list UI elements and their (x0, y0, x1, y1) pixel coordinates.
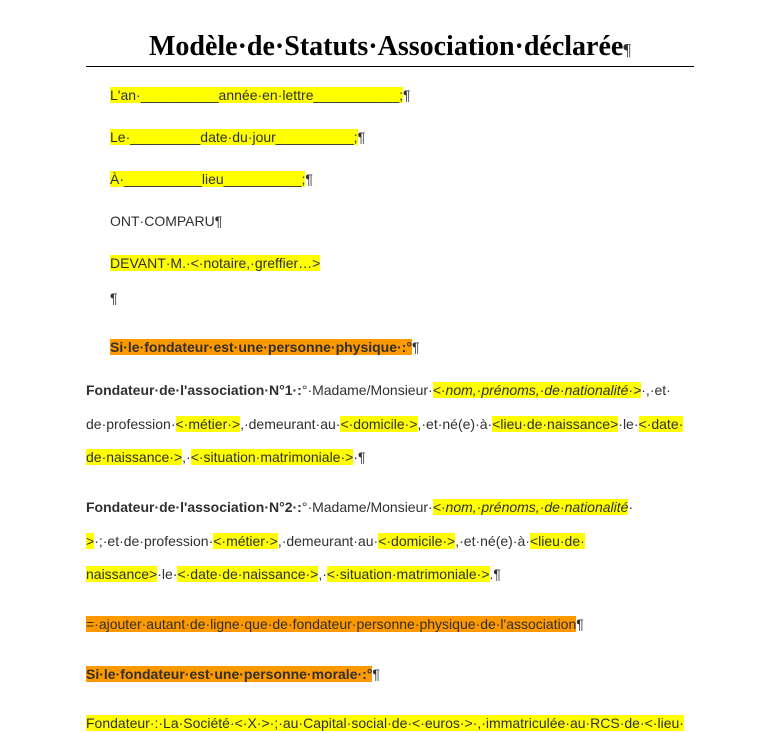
line-le (110, 127, 365, 147)
pilcrow-mark: ¶ (214, 213, 223, 229)
fondateur-1-line-2: de·profession·<·métier·>,·demeurant·au·<·domicile·>,·et·né(e)·à·<lieu·de·naissance>·le·<·date· (86, 416, 684, 432)
field-nom: <·nom,·prénoms,·de·nationalité (432, 499, 629, 515)
pilcrow-mark: ¶ (576, 616, 584, 632)
field-domicile: <·domicile·> (340, 416, 418, 432)
field-lieu-naissance: <lieu·de·naissance> (492, 416, 619, 432)
field-situation: <·situation·matrimoniale·> (190, 449, 354, 465)
line-devant-text: DEVANT·M.·<·notaire,·greffier…> (110, 255, 321, 271)
line-an (110, 85, 411, 105)
pilcrow-mark: ¶ (110, 290, 118, 306)
fondateur-societe-text: Fondateur·:·La·Société·<·X·>·;·au·Capital·social·de·<·euros·>·,·immatriculée·au·RCS·de·<·lieu· (86, 715, 684, 731)
heading-personne-morale (86, 664, 380, 684)
line-ont-comparu (110, 211, 222, 231)
pilcrow-mark: ¶ (403, 87, 411, 103)
line-an-text: L'an·__________année·en·lettre___________; (110, 87, 404, 103)
pilcrow-mark: ¶ (305, 171, 313, 187)
pilcrow-mark: ¶ (357, 129, 366, 145)
fondateur-2-label: Fondateur·de·l'association·N°2·: (86, 499, 302, 515)
field-lieu-naissance: <lieu·de· (529, 533, 585, 549)
field-date-naissance: <·date· (638, 416, 684, 432)
heading-physique-text: Si·le·fondateur·est·une·personne·physique·:° (110, 339, 412, 355)
empty-paragraph (110, 288, 118, 308)
pilcrow-mark: ¶ (493, 566, 501, 582)
instruction-ajouter (86, 614, 584, 634)
field-domicile: <·domicile·> (378, 533, 456, 549)
fondateur-2-line-2: >·;·et·de·profession·<·métier·>,·demeurant·au·<·domicile·>,·et·né(e)·à·<lieu·de· (86, 533, 585, 549)
field-metier: <·métier·> (175, 416, 241, 432)
title-text: Modèle·de·Statuts·Association·déclarée (148, 31, 624, 62)
pilcrow-mark: ¶ (357, 449, 366, 465)
instruction-ajouter-text: =·ajouter·autant·de·ligne·que·de·fondateur·personne·physique·de·l'association (86, 616, 577, 632)
line-ont-text: ONT·COMPARU (110, 213, 215, 229)
pilcrow-mark: ¶ (411, 339, 420, 355)
fondateur-1-label: Fondateur·de·l'association·N°1·: (86, 382, 302, 398)
fondateur-2-line-1: Fondateur·de·l'association·N°2·:°·Madame/Monsieur·<·nom,·prénoms,·de·nationalité· (86, 499, 634, 515)
pilcrow-mark: ¶ (372, 666, 380, 682)
field-metier: <·métier·> (213, 533, 278, 549)
fondateur-societe-line (86, 713, 684, 733)
document-title (86, 28, 694, 67)
fondateur-1-line-1: Fondateur·de·l'association·N°1·:°·Madame/Monsieur·<·nom,·prénoms,·de·nationalité·>·,·et· (86, 382, 671, 398)
line-a (110, 169, 313, 189)
fondateur-1-line-3: de·naissance·>,·<·situation·matrimoniale·>·¶ (86, 449, 366, 465)
field-nom: <·nom,·prénoms,·de·nationalité·> (432, 382, 642, 398)
line-le-text: Le·_________date·du·jour__________; (110, 129, 358, 145)
field-lieu-naissance: naissance> (86, 566, 158, 582)
heading-morale-text: Si·le·fondateur·est·une·personne·morale·:° (86, 666, 373, 682)
field-date-naissance: <·date·de·naissance·> (177, 566, 319, 582)
line-devant (110, 253, 320, 273)
field-situation: <·situation·matrimoniale·> (326, 566, 490, 582)
field-date-naissance: de·naissance·> (86, 449, 183, 465)
heading-personne-physique (110, 337, 420, 357)
pilcrow-mark: ¶ (623, 40, 632, 59)
line-a-text: À·__________lieu__________; (110, 171, 306, 187)
fondateur-2-line-3: naissance>·le·<·date·de·naissance·>,·<·situation·matrimoniale·>.¶ (86, 566, 501, 582)
